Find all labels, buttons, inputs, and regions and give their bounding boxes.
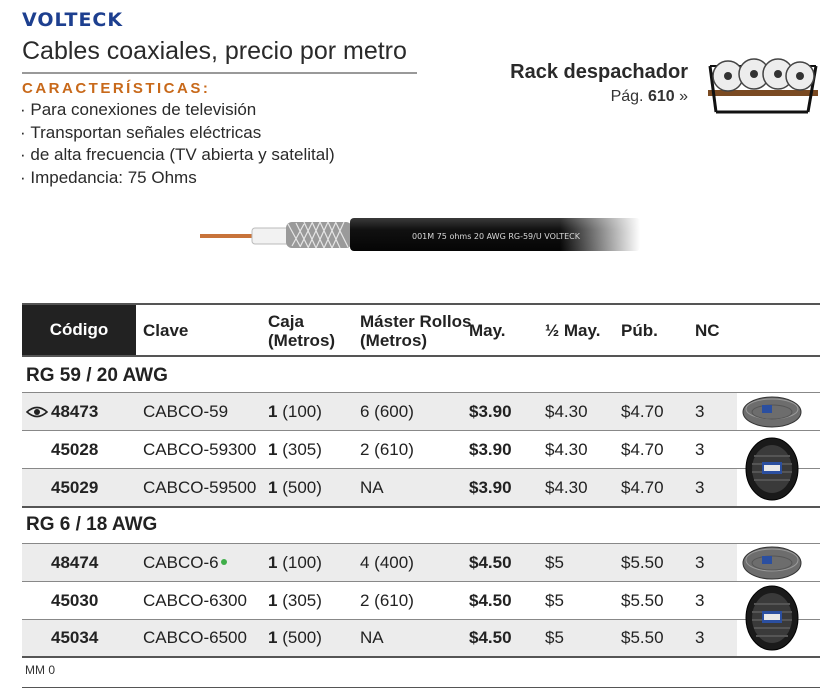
row-caja-meters: (305) <box>282 440 322 459</box>
row-clave: CABCO-6500 <box>143 628 247 647</box>
row-caja-qty: 1 <box>268 591 278 610</box>
row-caja <box>268 628 322 648</box>
header-codigo: Código <box>22 305 136 355</box>
row-code: 48474 <box>51 553 99 572</box>
rack-page-number: 610 <box>647 88 675 105</box>
rack-page-link[interactable] <box>480 88 688 106</box>
features-title: CARACTERÍSTICAS: <box>22 80 211 97</box>
row-pub: $5.50 <box>621 553 664 572</box>
row-caja <box>268 402 322 422</box>
row-nc: 3 <box>695 440 705 459</box>
footer-code: MM 0 <box>25 663 55 677</box>
header-caja-line2: (Metros) <box>268 331 336 350</box>
row-half-may: $4.30 <box>545 440 588 459</box>
group-divider <box>22 506 820 508</box>
cable-spool-image <box>744 436 800 502</box>
row-code: 45030 <box>51 591 99 610</box>
row-caja-qty: 1 <box>268 628 278 647</box>
row-nc: 3 <box>695 628 705 647</box>
row-caja <box>268 553 322 573</box>
feature-continuation-text: de alta frecuencia (TV abierta y satelital) <box>30 145 335 164</box>
row-master: NA <box>360 478 384 497</box>
row-pub: $5.50 <box>621 591 664 610</box>
row-caja-meters: (100) <box>282 402 322 421</box>
row-half-may: $5 <box>545 628 564 647</box>
rack-title: Rack despachador <box>510 61 688 83</box>
row-may: $4.50 <box>469 591 512 610</box>
row-caja <box>268 591 322 611</box>
row-clave: CABCO-59 <box>143 402 229 421</box>
row-nc: 3 <box>695 402 705 421</box>
row-pub: $4.70 <box>621 402 664 421</box>
row-caja-qty: 1 <box>268 402 278 421</box>
header-divider <box>22 355 820 357</box>
row-divider <box>22 581 820 582</box>
group-title-rg59: RG 59 / 20 AWG <box>26 365 168 386</box>
row-half-may: $5 <box>545 591 564 610</box>
rack-dispenser-image <box>704 52 822 118</box>
row-half-may: $5 <box>545 553 564 572</box>
header-clave: Clave <box>143 321 189 340</box>
rack-page-arrow: » <box>679 88 688 105</box>
row-clave: CABCO-6300 <box>143 591 247 610</box>
brand-logo: VOLTECK <box>22 9 124 31</box>
rack-page-prefix: Pág. <box>610 88 644 105</box>
row-pub: $4.70 <box>621 478 664 497</box>
feature-item: · Impedancia: 75 Ohms <box>20 167 335 190</box>
row-pub: $4.70 <box>621 440 664 459</box>
row-clave-text: CABCO-6 <box>143 553 219 572</box>
row-caja <box>268 440 322 460</box>
row-divider <box>22 619 820 620</box>
row-pub: $5.50 <box>621 628 664 647</box>
row-clave: CABCO-59500 <box>143 478 257 497</box>
header-may: May. <box>469 321 506 340</box>
cable-spool-image <box>744 584 800 652</box>
row-divider <box>22 430 820 431</box>
row-caja <box>268 478 322 498</box>
green-dot-icon <box>221 559 227 565</box>
row-may: $3.90 <box>469 440 512 459</box>
page-bottom-rule <box>22 687 820 688</box>
header-half-may: ½ May. <box>545 321 601 340</box>
row-half-may: $4.30 <box>545 478 588 497</box>
row-may: $3.90 <box>469 402 512 421</box>
row-code: 45029 <box>51 478 99 497</box>
table-bottom-divider <box>22 656 820 658</box>
title-divider <box>22 72 417 74</box>
row-master: 6 (600) <box>360 402 414 421</box>
header-pub: Púb. <box>621 321 658 340</box>
page-title: Cables coaxiales, precio por metro <box>22 37 407 65</box>
row-clave <box>143 553 227 573</box>
feature-item: · Transportan señales eléctricas <box>20 122 335 145</box>
row-caja-meters: (500) <box>282 628 322 647</box>
row-may: $3.90 <box>469 478 512 497</box>
header-nc: NC <box>695 321 720 340</box>
row-nc: 3 <box>695 478 705 497</box>
row-caja-meters: (100) <box>282 553 322 572</box>
row-master: 2 (610) <box>360 440 414 459</box>
row-may: $4.50 <box>469 628 512 647</box>
row-master: 2 (610) <box>360 591 414 610</box>
row-may: $4.50 <box>469 553 512 572</box>
row-caja-qty: 1 <box>268 553 278 572</box>
row-caja-qty: 1 <box>268 440 278 459</box>
coaxial-cable-image <box>200 210 640 260</box>
cable-print-text: 001M 75 ohms 20 AWG RG-59/U VOLTECK <box>412 232 580 241</box>
features-list <box>20 99 335 189</box>
header-master-line1: Máster Rollos <box>360 312 472 331</box>
row-nc: 3 <box>695 553 705 572</box>
row-caja-qty: 1 <box>268 478 278 497</box>
group-title-rg6: RG 6 / 18 AWG <box>26 514 158 535</box>
cable-coil-image <box>742 396 802 428</box>
header-caja-line1: Caja <box>268 312 304 331</box>
table-top-divider <box>22 303 820 305</box>
eye-icon[interactable] <box>26 406 48 418</box>
header-master <box>360 312 471 350</box>
row-master: 4 (400) <box>360 553 414 572</box>
row-divider <box>22 468 820 469</box>
header-master-line2: (Metros) <box>360 331 428 350</box>
row-caja-meters: (500) <box>282 478 322 497</box>
row-clave: CABCO-59300 <box>143 440 257 459</box>
row-code: 48473 <box>51 402 99 421</box>
row-nc: 3 <box>695 591 705 610</box>
feature-item: · Para conexiones de televisión <box>20 99 335 122</box>
feature-item-continuation <box>20 144 335 167</box>
row-half-may: $4.30 <box>545 402 588 421</box>
row-code: 45034 <box>51 628 99 647</box>
row-master: NA <box>360 628 384 647</box>
row-code: 45028 <box>51 440 99 459</box>
cable-coil-image <box>742 546 802 580</box>
header-caja <box>268 312 335 350</box>
row-caja-meters: (305) <box>282 591 322 610</box>
